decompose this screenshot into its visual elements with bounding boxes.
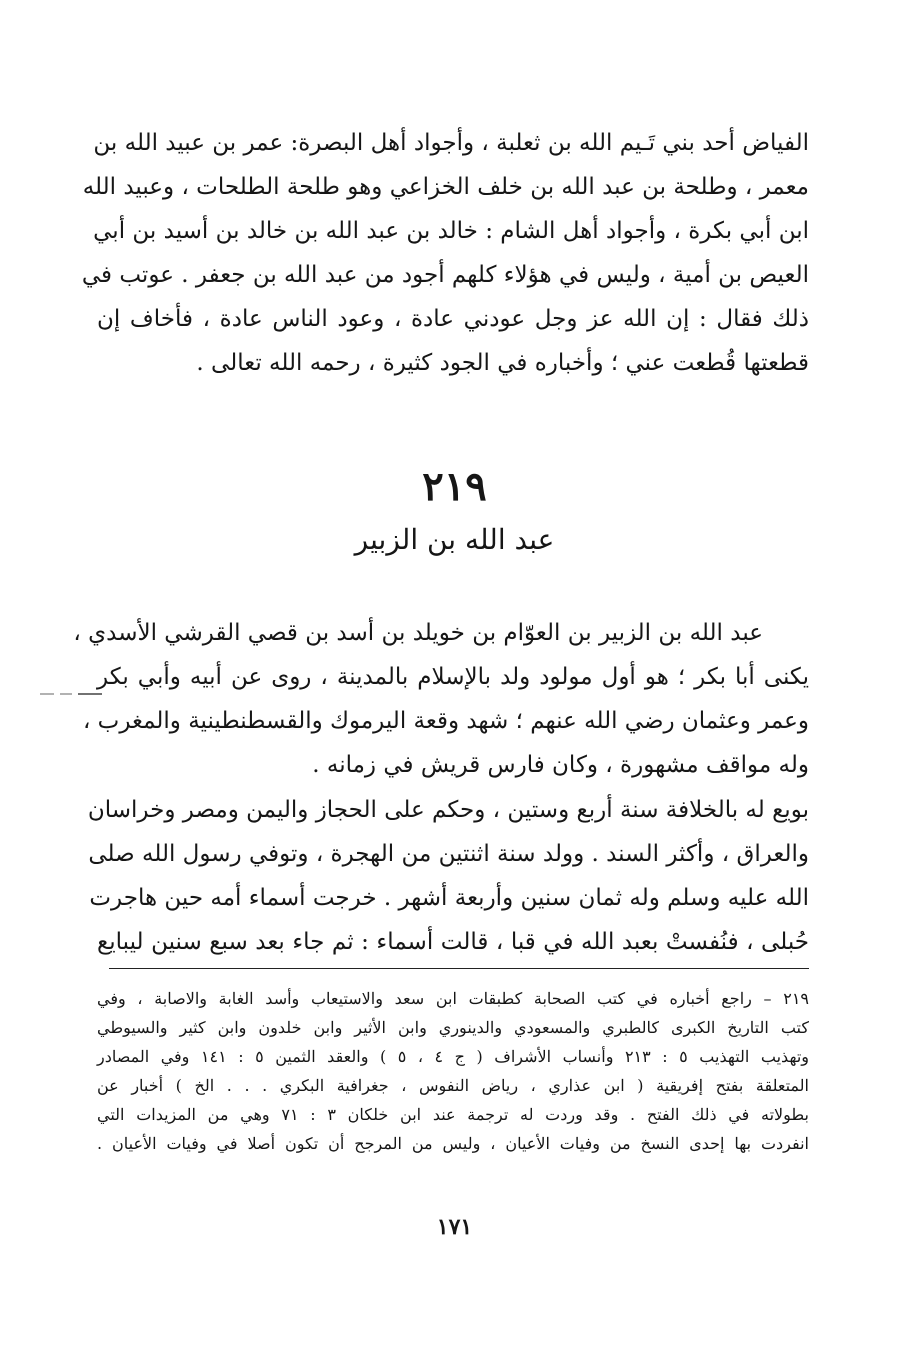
- text-line: ابن أبي بكرة ، وأجواد أهل الشام : خالد بن عبد الله بن خالد بن أسيد بن أبي: [93, 218, 809, 244]
- entry-title: عبد الله بن الزبير: [354, 523, 555, 556]
- footnote-line: ٢١٩ – راجع أخباره في كتب الصحابة كطبقات ابن سعد والاستيعاب وأسد الغابة والاصابة ، وفي: [97, 989, 809, 1008]
- footnote-line: وتهذيب التهذيب ٥ : ٢١٣ وأنساب الأشراف ( ج ٤ ، ٥ ) والعقد الثمين ٥ : ١٤١ وفي المصادر: [97, 1047, 810, 1066]
- text-line: والعراق ، وأكثر السند . وولد سنة اثنتين من الهجرة ، وتوفي رسول الله صلى: [88, 841, 809, 867]
- text-line: عبد الله بن الزبير بن العوّام بن خويلد بن أسد بن قصي القرشي الأسدي ،: [73, 620, 763, 646]
- footnote-line: بطولاته في ذلك الفتح . وقد وردت له ترجمة عند ابن خلكان ٣ : ٧١ وهي من المزيدات التي: [97, 1105, 809, 1124]
- footnote-line: انفردت بها إحدى النسخ من وفيات الأعيان ، وليس من المرجح أن تكون أصلا في وفيات الأعيان .: [97, 1134, 809, 1153]
- footnote-divider: [109, 968, 809, 969]
- entry-number: ٢١٩: [422, 463, 487, 510]
- text-line: وله مواقف مشهورة ، وكان فارس قريش في زمانه .: [312, 752, 809, 778]
- footnote-line: كتب التاريخ الكبرى كالطبري والمسعودي والدينوري وابن الأثير وابن خلدون وابن كثير والسيوطي: [97, 1018, 809, 1037]
- text-line: الفياض أحد بني تَـيم الله بن ثعلبة ، وأجواد أهل البصرة: عمر بن عبيد الله بن: [93, 130, 809, 156]
- text-line: ذلك فقال : إن الله عز وجل عودني عادة ، وعود الناس عادة ، فأخاف إن: [97, 306, 809, 332]
- text-line: وعمر وعثمان رضي الله عنهم ؛ شهد وقعة اليرموك والقسطنطينية والمغرب ،: [82, 708, 809, 734]
- text-line: قطعتها قُطعت عني ؛ وأخباره في الجود كثيرة ، رحمه الله تعالى .: [196, 350, 809, 376]
- text-line: العيص بن أمية ، وليس في هؤلاء كلهم أجود من عبد الله بن جعفر . عوتب في: [81, 262, 809, 288]
- text-line: معمر ، وطلحة بن عبد الله بن خلف الخزاعي وهو طلحة الطلحات ، وعبيد الله: [82, 174, 809, 200]
- biography-paragraph-one: [73, 611, 809, 787]
- text-line: الله عليه وسلم وله ثمان سنين وأربعة أشهر . خرجت أسماء أمه حين هاجرت: [89, 885, 809, 911]
- biography-paragraph-two: [87, 788, 809, 964]
- text-line: حُبلى ، فنُفستْ بعبد الله في قبا ، قالت أسماء : ثم جاء بعد سبع سنين ليبايع: [97, 929, 809, 955]
- text-line: يكنى أبا بكر ؛ هو أول مولود ولد بالإسلام بالمدينة ، روى عن أبيه وأبي بكر: [97, 664, 809, 690]
- page-number: ١٧١: [436, 1214, 473, 1240]
- continued-paragraph: [81, 121, 809, 385]
- footnote: [97, 984, 809, 1158]
- footnote-line: المتعلقة بفتح إفريقية ( ابن عذاري ، رياض النفوس ، جغرافية البكري . . . الخ ) أخبار عن: [97, 1076, 809, 1095]
- text-line: بويع له بالخلافة سنة أربع وستين ، وحكم على الحجاز واليمن ومصر وخراسان: [87, 797, 809, 823]
